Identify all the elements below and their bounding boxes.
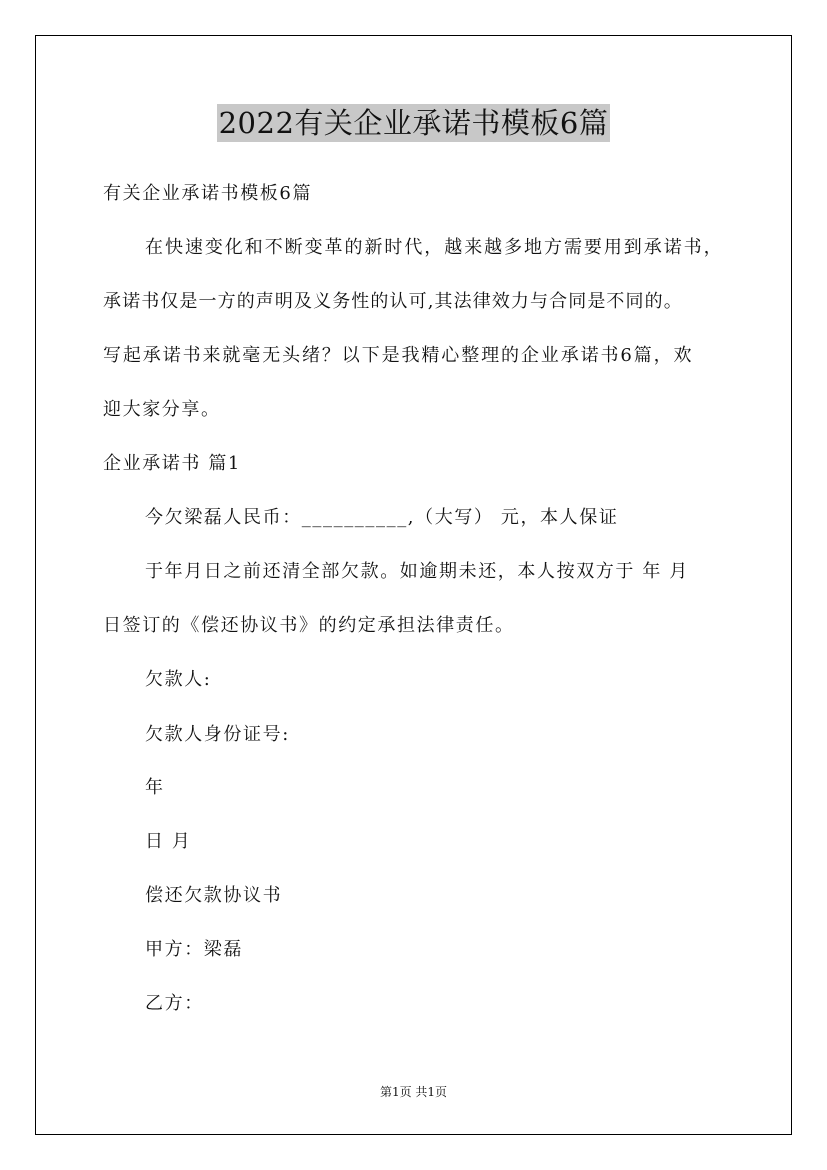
paragraph-line: 迎大家分享。 [103, 399, 221, 420]
page-footer: 第1页 共1页 [379, 1085, 448, 1099]
paragraph-line: 今欠梁磊人民币：__________,（大写） 元，本人保证 [145, 507, 619, 528]
party-a-line: 甲方：梁磊 [145, 939, 243, 960]
party-b-line: 乙方： [145, 993, 204, 1014]
paragraph-line: 写起承诺书来就毫无头绪？以下是我精心整理的企业承诺书6篇，欢 [103, 345, 694, 366]
subtitle-line: 有关企业承诺书模板6篇 [103, 183, 313, 204]
debtor-label: 欠款人: [145, 669, 212, 690]
debtor-id-label: 欠款人身份证号: [145, 724, 290, 745]
agreement-heading: 偿还欠款协议书 [145, 885, 283, 906]
year-label: 年 [145, 777, 165, 798]
title-container [0, 104, 827, 142]
document-title: 2022有关企业承诺书模板6篇 [218, 106, 609, 140]
paragraph-line: 日签订的《偿还协议书》的约定承担法律责任。 [103, 615, 515, 636]
paragraph-line: 于年月日之前还清全部欠款。如逾期未还，本人按双方于 年 月 [145, 561, 689, 582]
day-month-label: 日 月 [145, 831, 192, 852]
section-heading: 企业承诺书 篇1 [103, 453, 241, 474]
paragraph-line: 在快速变化和不断变革的新时代，越来越多地方需要用到承诺书， [145, 237, 724, 258]
paragraph-line: 承诺书仅是一方的声明及义务性的认可,其法律效力与合同是不同的。 [103, 291, 683, 312]
